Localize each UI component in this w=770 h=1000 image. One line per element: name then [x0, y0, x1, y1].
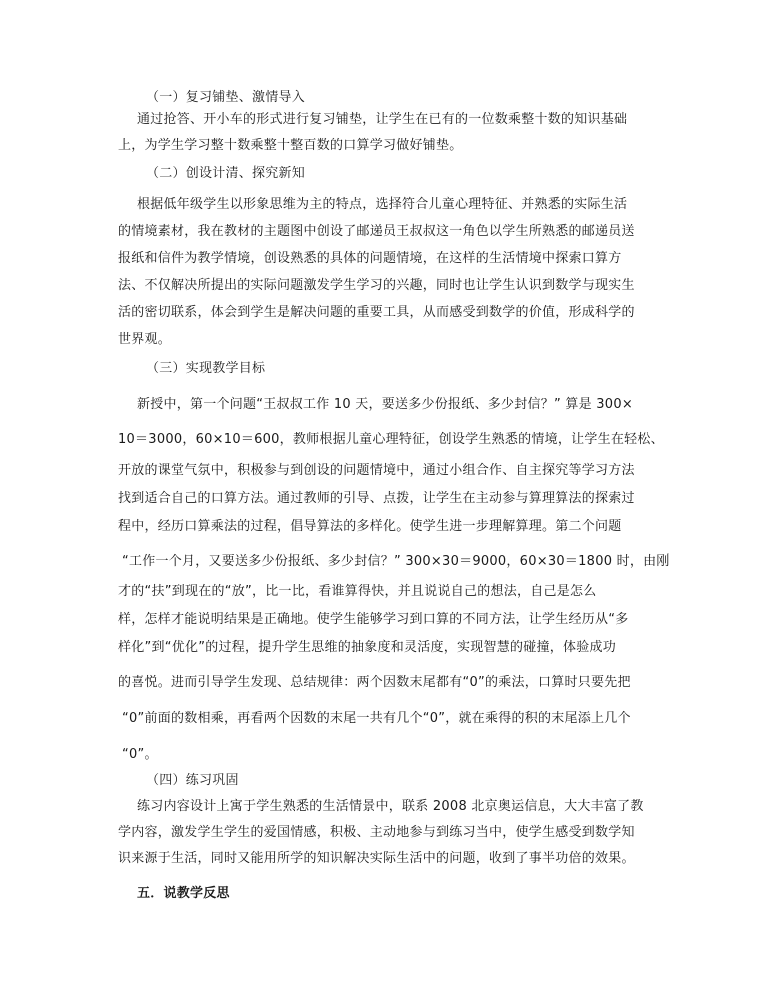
section-heading-1: （一）复习铺垫、激情导入: [146, 90, 306, 105]
section-heading-3: （三）实现教学目标: [146, 361, 266, 376]
paragraph-line: 程中，经历口算乘法的过程，倡导算法的多样化。使学生进一步理解算理。第二个问题: [118, 519, 622, 534]
section-heading-4: （四）练习巩固: [146, 773, 239, 788]
paragraph-line: “0”。: [122, 747, 158, 762]
paragraph-line: 活的密切联系，体会到学生是解决问题的重要工具，从而感受到数学的价值，形成科学的: [118, 305, 635, 320]
paragraph-line: 识来源于生活，同时又能用所学的知识解决实际生活中的问题，收到了事半功倍的效果。: [118, 851, 635, 866]
paragraph-line: 新授中，第一个问题“王叔叔工作 10 天，要送多少份报纸、多少封信？” 算是 300×: [137, 397, 633, 412]
paragraph-line: “0”前面的数相乘，再看两个因数的末尾一共有几个“0”，就在乘得的积的末尾添上几个: [122, 711, 631, 726]
section-heading-2: （二）创设计清、探究新知: [146, 166, 306, 181]
paragraph-line: 学内容，激发学生学生的爱国情感，积极、主动地参与到练习当中，使学生感受到数学知: [118, 825, 635, 840]
paragraph-line: 报纸和信件为教学情境，创设熟悉的具体的问题情境，在这样的生活情境中探索口算方: [118, 251, 622, 266]
paragraph-line: 根据低年级学生以形象思维为主的特点，选择符合儿童心理特征、并熟悉的实际生活: [137, 197, 628, 212]
paragraph-line: 样化”到“优化”的过程，提升学生思维的抽象度和灵活度，实现智慧的碰撞，体验成功: [118, 640, 616, 655]
paragraph-line: 的情境素材，我在教材的主题图中创设了邮递员王叔叔这一角色以学生所熟悉的邮递员送: [118, 224, 635, 239]
paragraph-line: 上，为学生学习整十数乘整十整百数的口算学习做好铺垫。: [118, 138, 463, 153]
paragraph-line: 世界观。: [118, 332, 172, 347]
paragraph-line: 练习内容设计上寓于学生熟悉的生活情景中，联系 2008 北京奥运信息，大大丰富了教: [137, 799, 644, 814]
paragraph-line: 法、不仅解决所提出的实际问题激发学生学习的兴趣，同时也让学生认识到数学与现实生: [118, 278, 635, 293]
paragraph-line: 才的“扶”到现在的“放”，比一比，看谁算得快，并且说说自己的想法，自己是怎么: [118, 584, 597, 599]
paragraph-line: 开放的课堂气氛中，积极参与到创设的问题情境中，通过小组合作、自主探究等学习方法: [118, 463, 635, 478]
paragraph-line: “工作一个月，又要送多少份报纸、多少封信？” 300×30＝9000，60×30＝1800 时，由刚: [122, 554, 670, 569]
paragraph-line: 10＝3000，60×10＝600，教师根据儿童心理特征，创设学生熟悉的情境，让学生在轻松、: [118, 432, 664, 447]
section-heading-5: 五．说教学反思: [137, 886, 230, 901]
paragraph-line: 的喜悦。进而引导学生发现、总结规律：两个因数末尾都有“0”的乘法，口算时只要先把: [118, 675, 631, 690]
paragraph-line: 找到适合自己的口算方法。通过教师的引导、点拨，让学生在主动参与算理算法的探索过: [118, 491, 635, 506]
paragraph-line: 通过抢答、开小车的形式进行复习铺垫，让学生在已有的一位数乘整十数的知识基础: [137, 112, 628, 127]
paragraph-line: 样，怎样才能说明结果是正确地。使学生能够学习到口算的不同方法，让学生经历从“多: [118, 612, 629, 627]
